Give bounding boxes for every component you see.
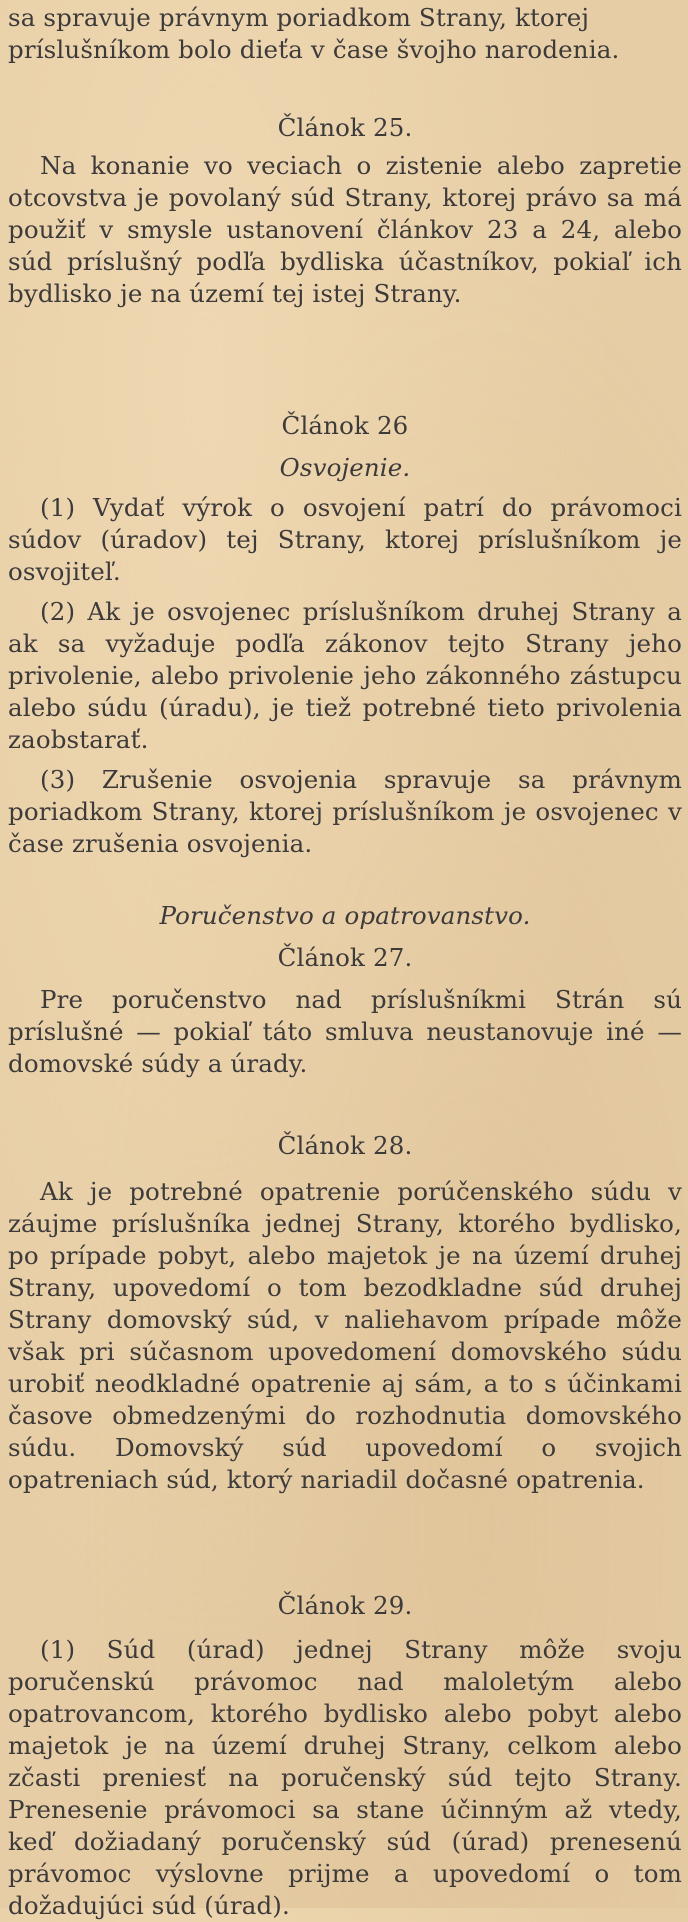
section-title: Poručenstvo a opatrovanstvo.	[159, 901, 531, 930]
article-26-paragraph-1: (1) Vydať výrok o osvojení patrí do právomoci súdov (úradov) tej Strany, ktorej príslušníkom je osvojiteľ.	[8, 493, 682, 586]
article-28	[8, 1130, 682, 1496]
article-27-heading: Článok 27.	[277, 943, 413, 972]
article-25-heading: Článok 25.	[277, 113, 413, 142]
article-27-text: Pre poručenstvo nad príslušníkmi Strán sú príslušné — pokiaľ táto smluva neustanovuje iné — domovské súdy a úrady.	[8, 985, 682, 1078]
article-26	[8, 410, 682, 860]
article-29	[8, 1590, 682, 1922]
article-26-paragraph-2: (2) Ak je osvojenec príslušníkom druhej Strany a ak sa vyžaduje podľa zákonov tejto Strany jeho privolenie, alebo privolenie jeho zákonného zástupcu alebo súdu (úradu), je tiež potrebné tieto privolenia zaobstarať.	[8, 597, 682, 754]
article-25	[8, 112, 682, 310]
article-28-heading: Článok 28.	[277, 1131, 413, 1160]
article-29-heading: Článok 29.	[277, 1591, 413, 1620]
continuation-block	[8, 2, 682, 66]
article-26-heading: Článok 26	[281, 411, 409, 440]
article-26-subheading: Osvojenie.	[279, 453, 411, 482]
article-26-paragraph-3: (3) Zrušenie osvojenia spravuje sa právnym poriadkom Strany, ktorej príslušníkom je osvojenec v čase zrušenia osvojenia.	[8, 765, 682, 858]
article-25-text: Na konanie vo veciach o zistenie alebo zapretie otcovstva je povolaný súd Strany, ktorej právo sa má použiť v smysle ustanovení článkov 23 a 24, alebo súd príslušný podľa bydliska účastníkov, pokiaľ ich bydlisko je na území tej istej Strany.	[8, 151, 682, 308]
continuation-paragraph: sa spravuje právnym poriadkom Strany, ktorej príslušníkom bolo dieťa v čase švojho narodenia.	[8, 3, 620, 64]
section-guardianship	[8, 900, 682, 1080]
article-29-paragraph-1: (1) Súd (úrad) jednej Strany môže svoju poručenskú právomoc nad maloletým alebo opatrovancom, ktorého bydlisko alebo pobyt alebo majetok je na území druhej Strany, celkom alebo zčasti preniesť na poručenský súd tejto Strany. Prenesenie právomoci sa stane účinným až vtedy, keď dožiadaný poručenský súd (úrad) prenesenú právomoc výslovne prijme a upovedomí o tom dožadujúci súd (úrad).	[8, 1635, 682, 1920]
article-28-text: Ak je potrebné opatrenie porúčenského súdu v záujme príslušníka jednej Strany, ktorého bydlisko, po prípade pobyt, alebo majetok je na území druhej Strany, upovedomí o tom bezodkladne súd druhej Strany domovský súd, v naliehavom prípade môže však pri súčasnom upovedomení domovského súdu urobiť neodkladné opatrenie aj sám, a to s účinkami časove obmedzenými do rozhodnutia domovského súdu. Domovský súd upovedomí o svojich opatreniach súd, ktorý nariadil dočasné opatrenia.	[8, 1177, 682, 1494]
